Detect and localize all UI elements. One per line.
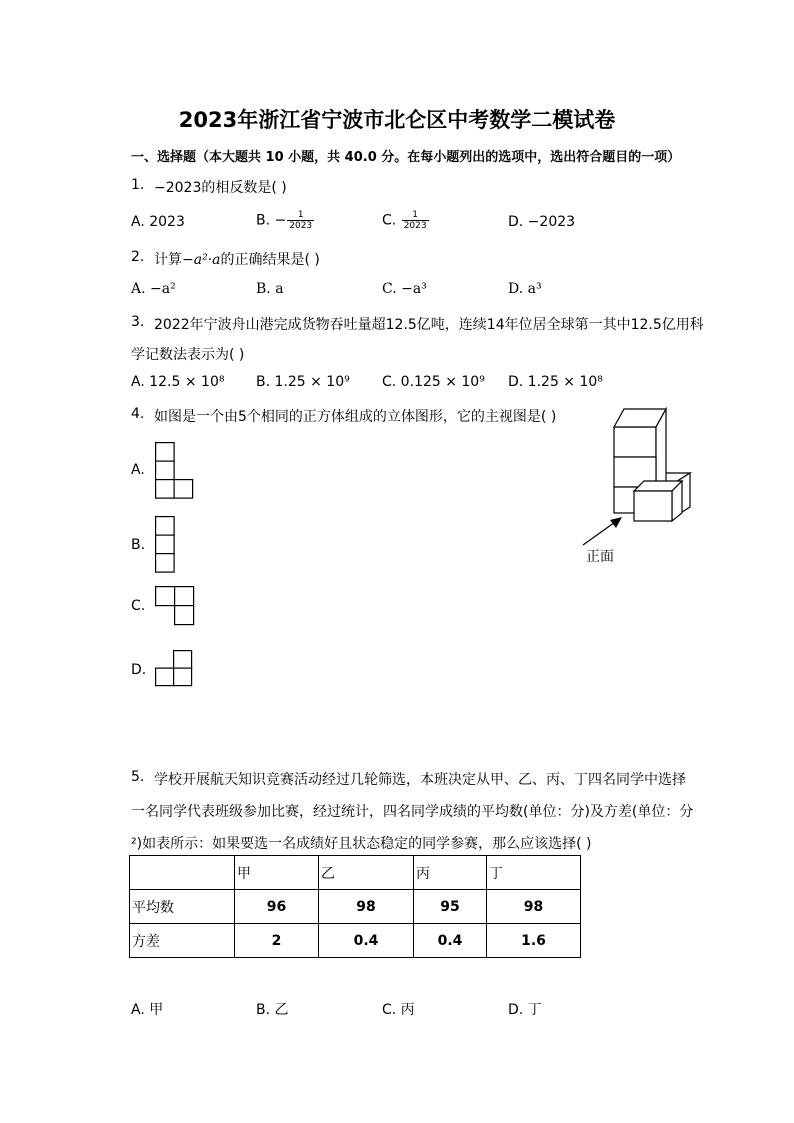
front-arrow-line <box>583 520 618 545</box>
q1-option-b-numerator: 1 <box>287 210 314 221</box>
table-row-label: 方差 <box>130 924 235 958</box>
q1-text: −2023的相反数是( ) <box>154 180 287 196</box>
table-header-row <box>130 856 581 890</box>
q5-score-table <box>129 855 581 958</box>
table-header-cell: 乙 <box>319 856 414 890</box>
q4-text: 如图是一个由5个相同的正方体组成的立体图形，它的主视图是( ) <box>154 409 557 425</box>
q1-option-b <box>256 210 314 231</box>
q5-line-3: ²)如表所示：如果要选一名成绩好且状态稳定的同学参赛，那么应该选择( ) <box>131 836 592 852</box>
q4-option-a-figure <box>155 442 195 500</box>
front-cube-face <box>634 491 672 521</box>
q1-option-c <box>382 210 429 231</box>
q3-number: 3. <box>131 314 145 330</box>
table-cell: 95 <box>414 890 487 924</box>
q1-option-c-denominator: 2023 <box>403 221 427 231</box>
q2-option-a: A. −a² <box>131 281 176 297</box>
column-top-face-front <box>614 427 656 457</box>
q4-number: 4. <box>131 406 145 422</box>
q4-option-b-figure <box>155 516 177 574</box>
table-cell: 0.4 <box>414 924 487 958</box>
q4-option-c: C. <box>131 598 146 614</box>
q3-option-c: C. 0.125 × 10⁹ <box>382 374 485 390</box>
q3-line-2: 学记数法表示为( ) <box>131 347 245 363</box>
q4-option-d-figure <box>155 650 195 688</box>
q2-option-d: D. a³ <box>508 281 542 297</box>
q1-option-b-denominator: 2023 <box>289 221 313 231</box>
q3-option-d: D. 1.25 × 10⁸ <box>508 374 603 390</box>
q2-text <box>154 249 320 269</box>
table-cell: 2 <box>235 924 319 958</box>
q1-option-a: A. 2023 <box>131 214 185 230</box>
q3-line-1: 2022年宁波舟山港完成货物吞吐量超12.5亿吨，连续14年位居全球第一其中12.5亿用科 <box>154 317 704 333</box>
q2-number: 2. <box>131 249 145 265</box>
table-header-cell: 甲 <box>235 856 319 890</box>
q1-option-c-fraction <box>402 210 429 231</box>
table-cell: 0.4 <box>319 924 414 958</box>
table-header-cell: 丙 <box>414 856 487 890</box>
q5-line-1: 学校开展航天知识竞赛活动经过几轮筛选，本班决定从甲、乙、丙、丁四名同学中选择 <box>154 772 686 788</box>
q4-option-b: B. <box>131 537 146 553</box>
table-cell: 98 <box>487 890 581 924</box>
q5-option-d: D. 丁 <box>508 1002 542 1018</box>
section-heading: 一、选择题（本大题共 10 小题，共 40.0 分。在每小题列出的选项中，选出符合题目的一项） <box>131 150 681 165</box>
q2-text-prefix: 计算 <box>154 252 182 268</box>
q4-front-label: 正面 <box>586 549 614 565</box>
page-title: 2023年浙江省宁波市北仑区中考数学二模试卷 <box>178 108 616 132</box>
q2-option-b: B. a <box>256 281 284 297</box>
table-cell: 1.6 <box>487 924 581 958</box>
q5-option-b: B. 乙 <box>256 1002 289 1018</box>
q5-number: 5. <box>131 769 145 785</box>
table-cell: 96 <box>235 890 319 924</box>
q4-option-d: D. <box>131 662 147 678</box>
q4-option-c-figure <box>155 586 197 628</box>
q1-number: 1. <box>131 177 145 193</box>
table-row <box>130 924 581 958</box>
front-arrow-head <box>610 517 622 528</box>
q3-option-a: A. 12.5 × 10⁸ <box>131 374 225 390</box>
q1-option-d: D. −2023 <box>508 214 576 230</box>
table-cell: 98 <box>319 890 414 924</box>
q3-option-b: B. 1.25 × 10⁹ <box>256 374 350 390</box>
q5-line-2: 一名同学代表班级参加比赛，经过统计，四名同学成绩的平均数(单位：分)及方差(单位：分 <box>131 804 694 820</box>
q4-option-a: A. <box>131 462 145 478</box>
q5-option-c: C. 丙 <box>382 1002 415 1018</box>
table-header-cell <box>130 856 235 890</box>
table-row <box>130 890 581 924</box>
q2-text-suffix: 的正确结果是( ) <box>220 252 320 268</box>
q5-option-a: A. 甲 <box>131 1002 164 1018</box>
q1-option-c-prefix: C. <box>382 212 401 229</box>
q2-option-c: C. −a³ <box>382 281 427 297</box>
q1-option-b-prefix: B. − <box>256 212 287 229</box>
q1-option-c-numerator: 1 <box>402 210 429 221</box>
table-row-label: 平均数 <box>130 890 235 924</box>
q1-option-b-fraction <box>287 210 314 231</box>
q2-expression: −a²·a <box>182 252 221 268</box>
table-header-cell: 丁 <box>487 856 581 890</box>
